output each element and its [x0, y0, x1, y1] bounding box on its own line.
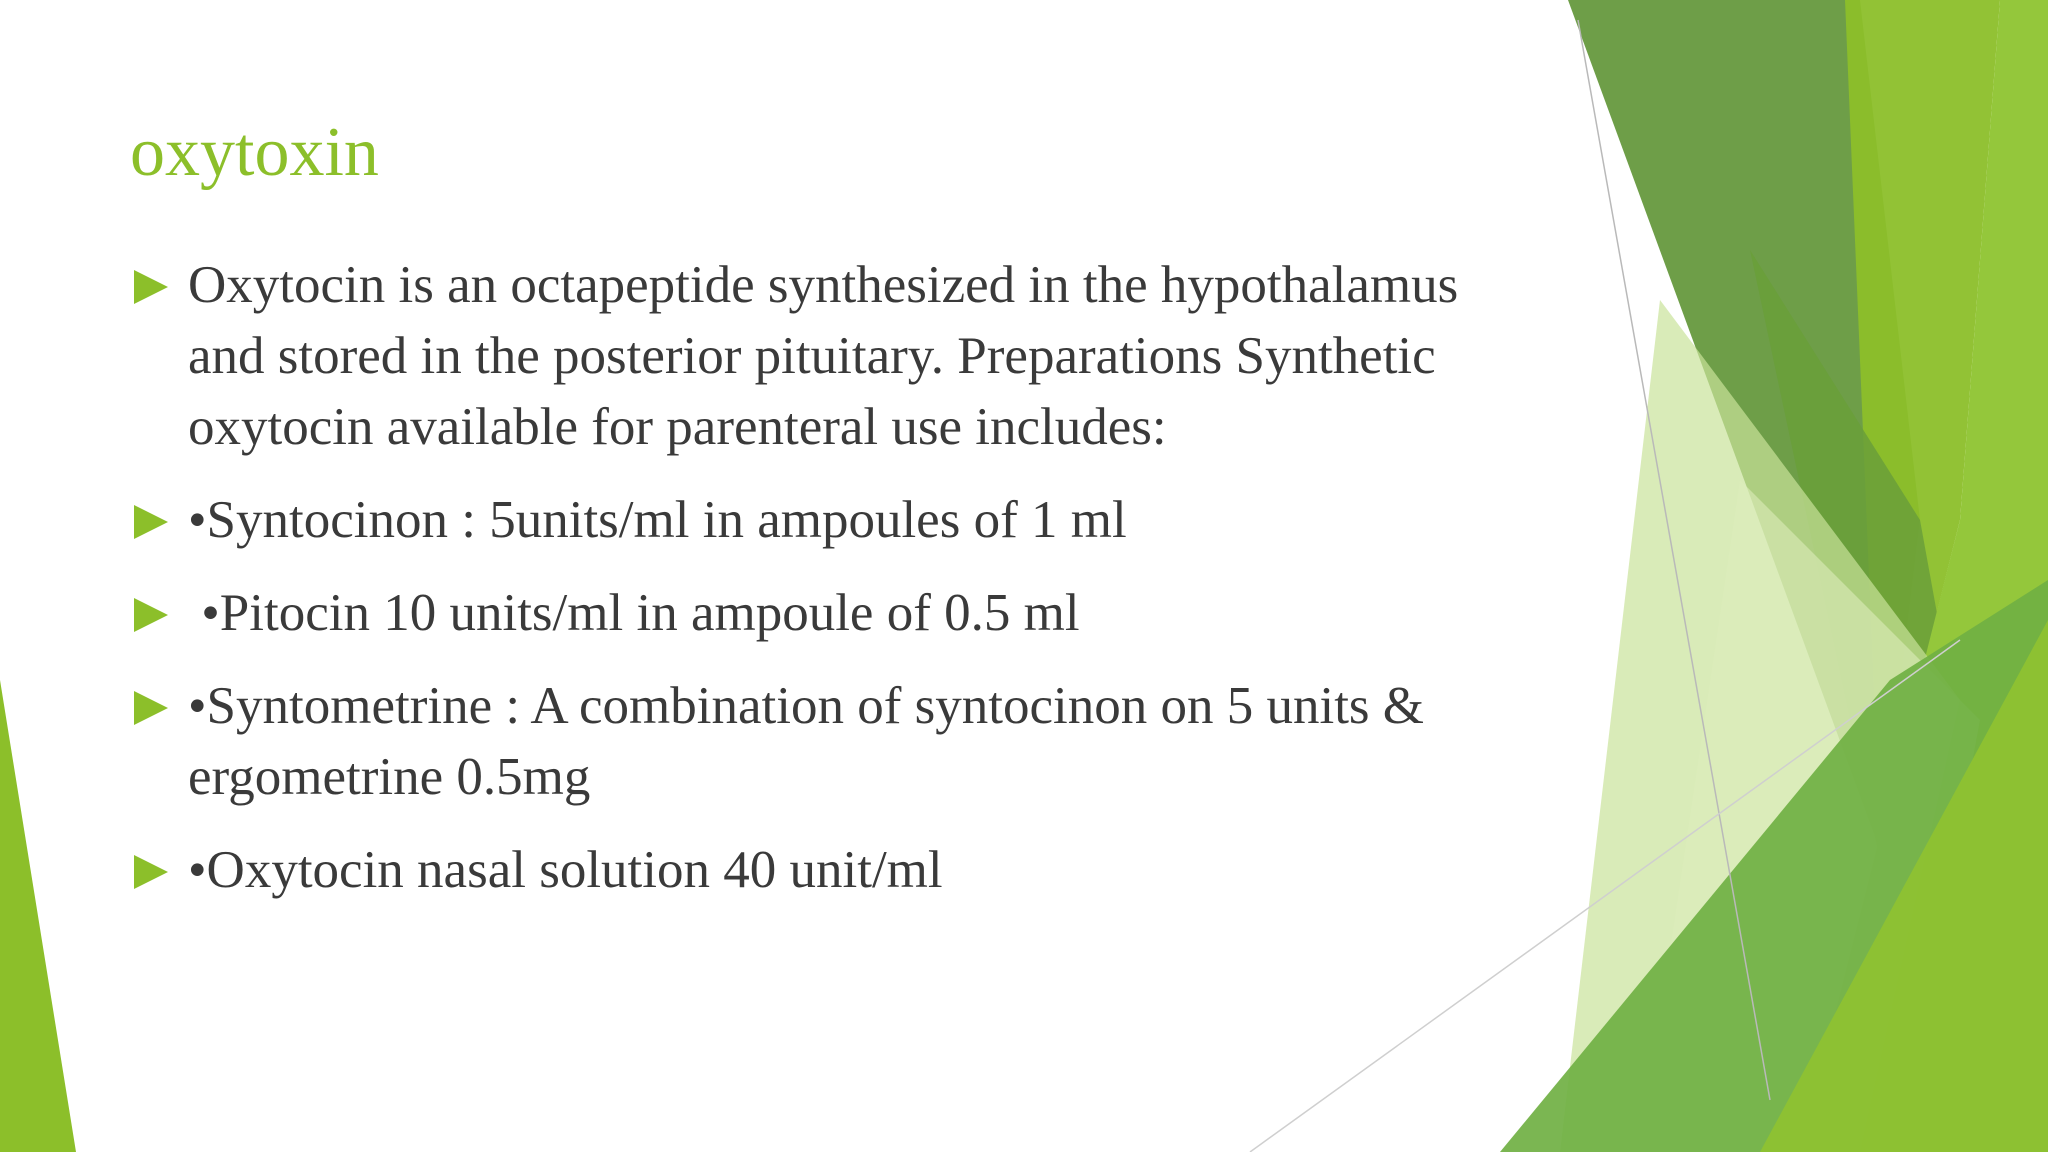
bullet-text: •Oxytocin nasal solution 40 unit/ml [188, 841, 943, 899]
right-triangle-arrow-icon [134, 598, 168, 632]
bullet-item [134, 671, 1534, 813]
right-triangle-arrow-icon [134, 691, 168, 725]
right-triangle-arrow-icon [134, 505, 168, 539]
bullet-item [134, 578, 1534, 649]
bullet-item [134, 835, 1534, 906]
right-triangle-arrow-icon [134, 270, 168, 304]
bullet-text: •Syntometrine : A combination of syntocinon on 5 units & ergometrine 0.5mg [188, 677, 1438, 806]
bullet-item [134, 485, 1534, 556]
bullet-item [134, 250, 1534, 463]
slide-title: oxytoxin [130, 114, 379, 191]
bullet-text: •Pitocin 10 units/ml in ampoule of 0.5 ml [188, 584, 1080, 642]
bullet-list [134, 250, 1534, 928]
left-green-sliver [0, 680, 76, 1152]
bullet-text: •Syntocinon : 5units/ml in ampoules of 1 ml [188, 491, 1127, 549]
right-triangle-arrow-icon [134, 855, 168, 889]
bullet-text: Oxytocin is an octapeptide synthesized in the hypothalamus and stored in the posterior pituitary. Preparations Synthetic oxytocin available for parenteral use includes: [188, 256, 1472, 456]
